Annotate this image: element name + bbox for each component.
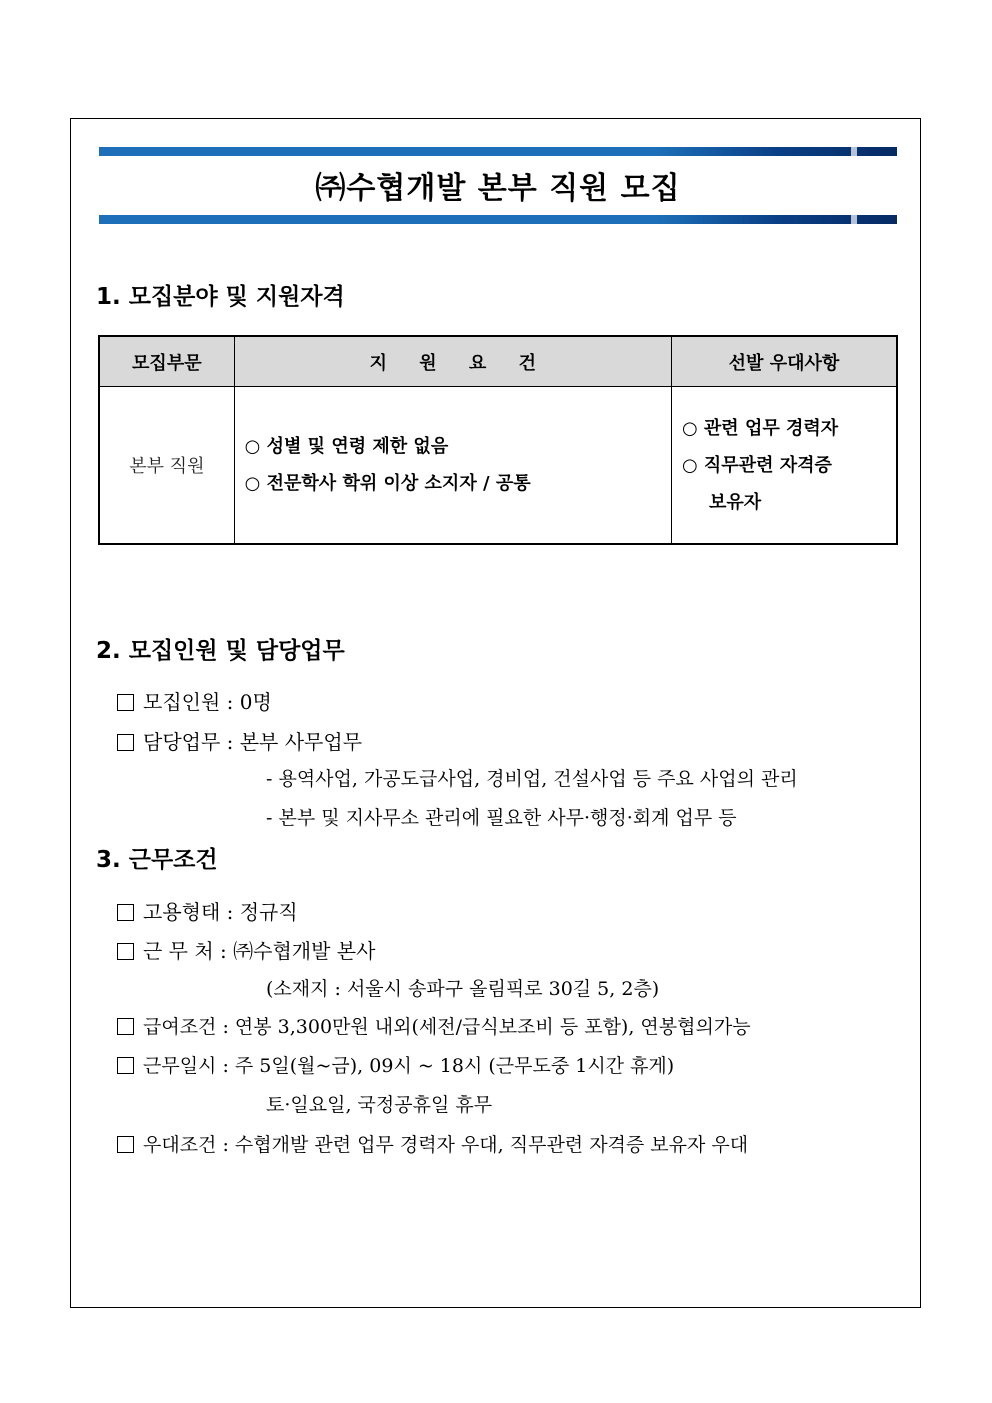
preference-line: 보유자 — [708, 491, 762, 513]
header-requirements: 지 원 요 건 — [234, 336, 671, 387]
preference-line: ○ 관련 업무 경력자 — [681, 417, 839, 439]
duty-subitem: - 본부 및 지사무소 관리에 필요한 사무·행정·회계 업무 등 — [266, 807, 737, 829]
work-hours-item: 근무일시 : 주 5일(월~금), 09시 ~ 18시 (근무도중 1시간 휴게) — [117, 1051, 674, 1078]
checkbox-square-icon — [117, 904, 134, 921]
section2-heading: 2. 모집인원 및 담당업무 — [96, 638, 345, 664]
recruit-count-item: 모집인원 : 0명 — [117, 686, 272, 715]
salary-item: 급여조건 : 연봉 3,300만원 내외(세전/급식보조비 등 포함), 연봉협의가능 — [117, 1012, 751, 1039]
duties-item: 담당업무 : 본부 사무업무 — [117, 726, 362, 755]
preference-item: 우대조건 : 수협개발 관련 업무 경력자 우대, 직무관련 자격증 보유자 우대 — [117, 1130, 748, 1157]
requirement-line: ○ 성별 및 연령 제한 없음 — [244, 436, 449, 457]
page-title: ㈜수협개발 본부 직원 모집 — [315, 171, 681, 206]
title-bar-bottom — [99, 215, 897, 224]
address-line: (소재지 : 서울시 송파구 올림픽로 30길 5, 2층) — [266, 978, 660, 1000]
title-bar-top — [99, 147, 897, 156]
header-dept: 모집부문 — [99, 336, 234, 387]
requirements-table — [98, 335, 898, 545]
checkbox-square-icon — [117, 694, 134, 711]
requirement-line: ○ 전문학사 학위 이상 소지자 / 공통 — [244, 473, 531, 494]
duty-subitem: - 용역사업, 가공도급사업, 경비업, 건설사업 등 주요 사업의 관리 — [266, 768, 798, 790]
checkbox-square-icon — [117, 1018, 134, 1035]
preference-line: ○ 직무관련 자격증 — [681, 454, 832, 476]
checkbox-square-icon — [117, 943, 134, 960]
section3-heading: 3. 근무조건 — [96, 847, 218, 873]
header-preferences: 선발 우대사항 — [671, 336, 897, 387]
checkbox-square-icon — [117, 734, 134, 751]
holidays-line: 토·일요일, 국정공휴일 휴무 — [266, 1094, 493, 1116]
employment-type-item: 고용형태 : 정규직 — [117, 896, 298, 925]
workplace-item: 근 무 처 : ㈜수협개발 본사 — [117, 935, 375, 964]
cell-requirements — [234, 387, 671, 545]
checkbox-square-icon — [117, 1136, 134, 1153]
cell-dept: 본부 직원 — [99, 387, 234, 545]
cell-preferences — [671, 387, 897, 545]
checkbox-square-icon — [117, 1057, 134, 1074]
section1-heading: 1. 모집분야 및 지원자격 — [96, 284, 345, 310]
